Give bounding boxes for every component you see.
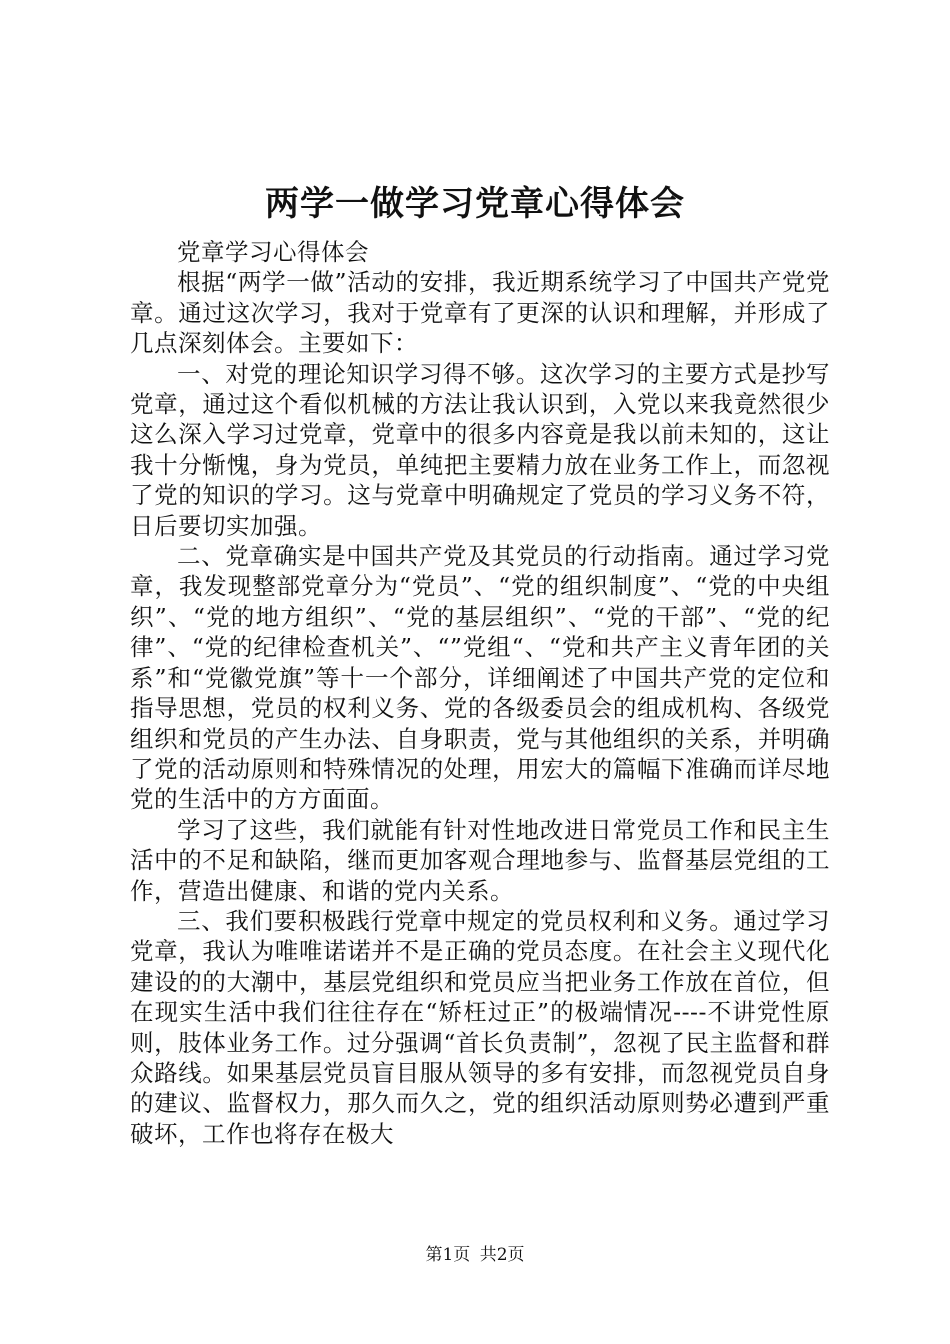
paragraph-point-three: 三、我们要积极践行党章中规定的党员权利和义务。通过学习党章，我认为唯唯诺诺并不是正确的党员态度。在社会主义现代化建设的的大潮中，基层党组织和党员应当把业务工作放在首位，但在现实生活中我们往往存在“矫枉过正”的极端情况----不讲党性原则，肢体业务工作。过分强调“首长负责制”，忽视了民主监督和群众路线。如果基层党员盲目服从领导的多有安排，而忽视党员自身的建议、监督权力，那久而久之，党的组织活动原则势必遭到严重破坏，工作也将存在极大 — [130, 906, 830, 1148]
paragraph-point-two-followup: 学习了这些，我们就能有针对性地改进日常党员工作和民主生活中的不足和缺陷，继而更加客观合理地参与、监督基层党组的工作，营造出健康、和谐的党内关系。 — [130, 815, 830, 905]
document-body — [130, 237, 830, 1149]
paragraph-point-one: 一、对党的理论知识学习得不够。这次学习的主要方式是抄写党章，通过这个看似机械的方法让我认识到，入党以来我竟然很少这么深入学习过党章，党章中的很多内容竟是我以前未知的，这让我十分惭愧，身为党员，单纯把主要精力放在业务工作上，而忽视了党的知识的学习。这与党章中明确规定了党员的学习义务不符，日后要切实加强。 — [130, 359, 830, 540]
paragraph-subtitle: 党章学习心得体会 — [177, 238, 369, 266]
paragraph-point-two: 二、党章确实是中国共产党及其党员的行动指南。通过学习党章，我发现整部党章分为“党员”、“党的组织制度”、“党的中央组织”、“党的地方组织”、“党的基层组织”、“党的干部”、“党的纪律”、“党的纪律检查机关”、“”党组“、“党和共产主义青年团的关系”和“党徽党旗”等十一个部分，详细阐述了中国共产党的定位和指导思想，党员的权利义务、党的各级委员会的组成机构、各级党组织和党员的产生办法、自身职责，党与其他组织的关系，并明确了党的活动原则和特殊情况的处理，用宏大的篇幅下准确而详尽地党的生活中的方方面面。 — [130, 542, 830, 814]
page-total: 共2页 — [479, 1245, 525, 1265]
page-number: 第1页 — [425, 1245, 471, 1265]
paragraph-intro: 根据“两学一做”活动的安排，我近期系统学习了中国共产党党章。通过这次学习，我对于党章有了更深的认识和理解，并形成了几点深刻体会。主要如下： — [130, 268, 830, 358]
page-footer — [0, 1243, 950, 1267]
document-title: 两学一做学习党章心得体会 — [265, 184, 685, 224]
